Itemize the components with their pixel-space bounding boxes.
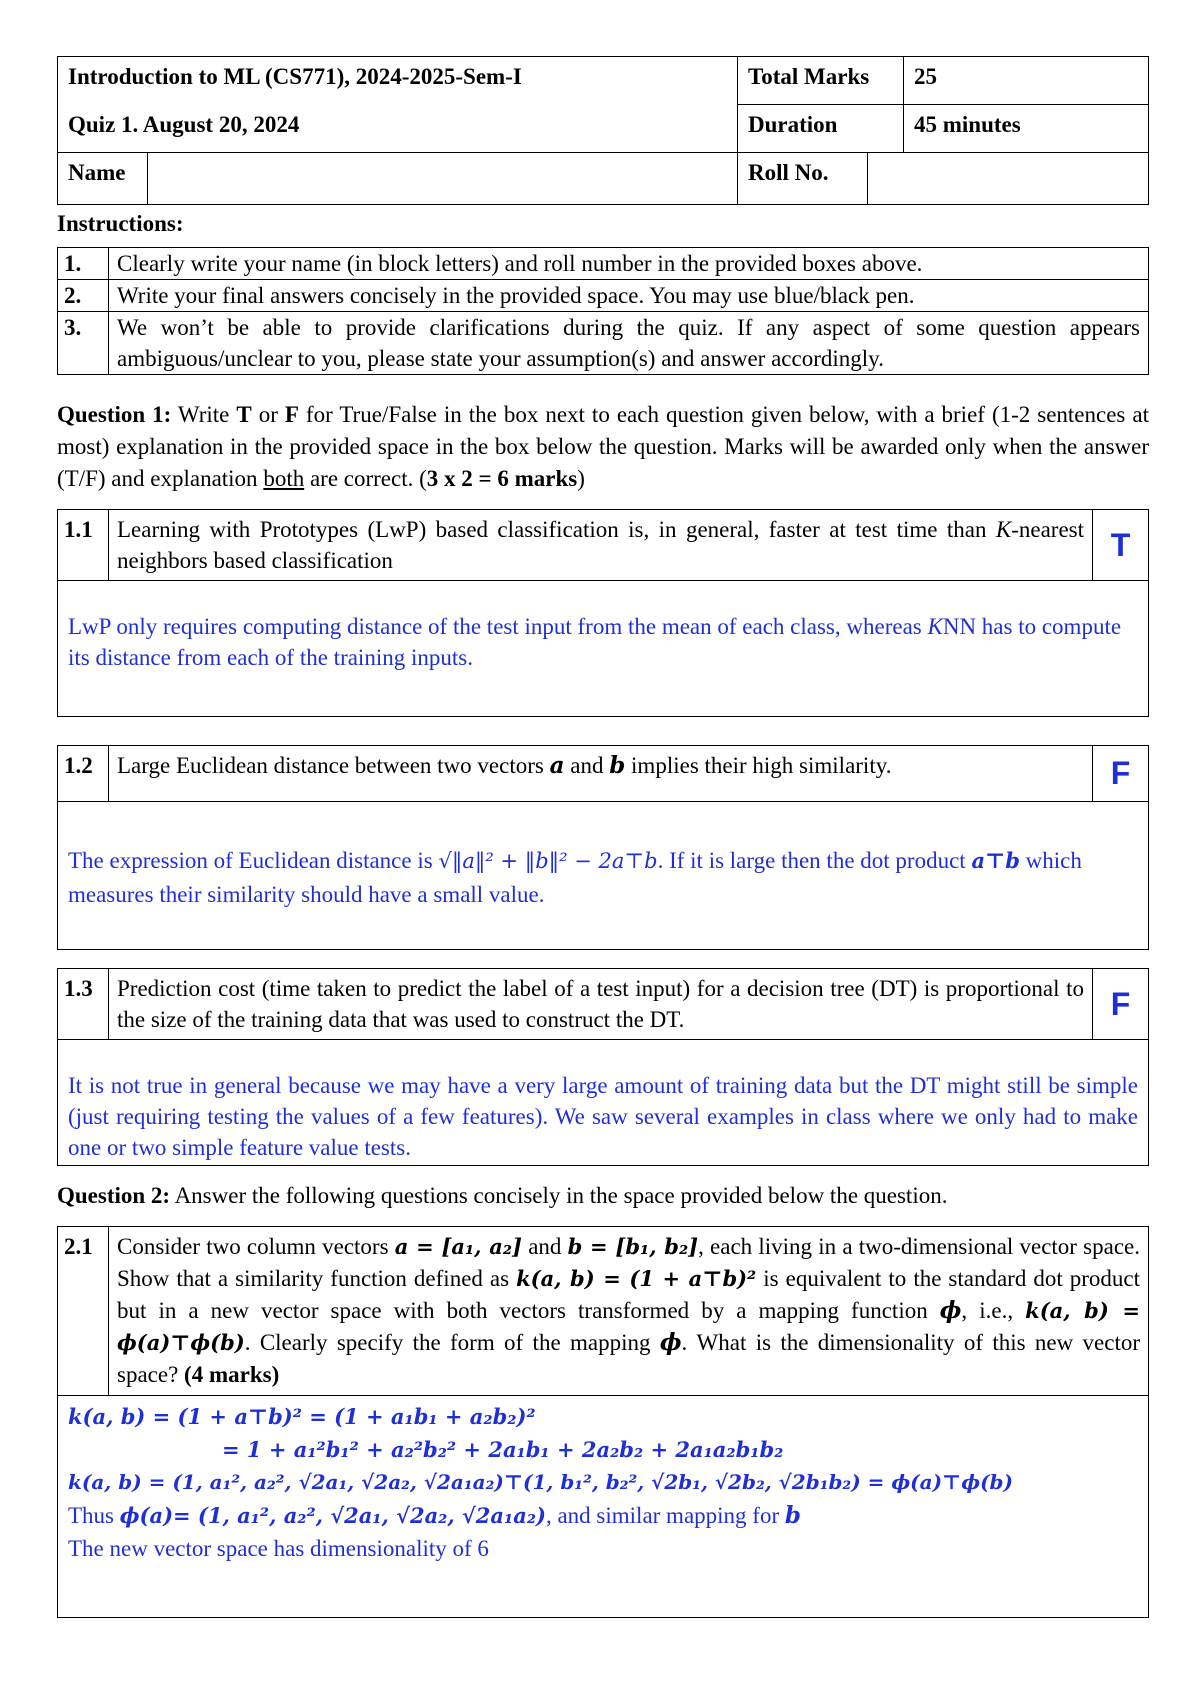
kernel-def: k(a, b) = (1 + a⊤b)² [516, 1266, 757, 1291]
answer-box[interactable]: F [1093, 969, 1149, 1040]
solution-line-2: = 1 + a₁²b₁² + a₂²b₂² + 2a₁b₁ + 2a₂b₂ + 2a₁a₂b₁b₂ [222, 1437, 784, 1462]
name-label: Name [58, 153, 148, 205]
question-text-part: , i.e., [961, 1298, 1026, 1323]
q2-text: Answer the following questions concisely in the space provided below the question. [170, 1183, 948, 1208]
instruction-num: 2. [58, 280, 109, 312]
question-text-part: . Clearly specify the form of the mapping [244, 1330, 660, 1355]
instructions-table [57, 247, 1149, 375]
question-1-label: Question 1: [57, 402, 172, 427]
duration-label: Duration [738, 105, 904, 153]
question-2-label: Question 2: [57, 1183, 171, 1208]
vector-a-def: a = [a₁, a₂] [394, 1234, 522, 1259]
question-1-intro [57, 399, 1149, 495]
q1-both-underlined: both [263, 466, 305, 491]
quiz-date: Quiz 1. August 20, 2024 [58, 105, 738, 153]
explanation-part: which measures their similarity should have a small value. [68, 848, 1082, 907]
roll-field[interactable] [868, 153, 1149, 205]
question-k: K [995, 517, 1012, 542]
explanation-part: NN has to compute its distance from each of the training inputs. [68, 614, 1122, 670]
total-marks-value: 25 [904, 57, 1149, 105]
explanation-part: . If it is large then the dot product [657, 848, 972, 873]
q1-false-letter: F [284, 402, 299, 427]
solution-line-4 [68, 1499, 1138, 1532]
dot-product: a⊤b [971, 848, 1020, 873]
vector-b: b [609, 752, 626, 779]
solution [58, 1396, 1149, 1618]
q1-marks: 3 x 2 = 6 marks [426, 466, 578, 491]
total-marks-label: Total Marks [738, 57, 904, 105]
question-text-part: and [522, 1234, 568, 1259]
question-text-part: and [564, 753, 610, 778]
explanation-part: The expression of Euclidean distance is [68, 848, 439, 873]
explanation [58, 802, 1149, 950]
solution-line-3: k(a, b) = (1, a₁², a₂², √2a₁, √2a₂, √2a₁a₂)⊤(1, b₁², b₂², √2b₁, √2b₂, √2b₁b₂) = ϕ(a)⊤ϕ(b) [68, 1470, 1013, 1494]
phi-mapping: ϕ(a)= (1, a₁², a₂², √2a₁, √2a₂, √2a₁a₂) [119, 1503, 546, 1528]
question-text-part: Consider two column vectors [117, 1234, 395, 1259]
question-text-part: is equivalent to the standard dot product but in a new vector space with both vectors transformed by a mapping function [117, 1266, 1140, 1323]
q1-true-letter: T [236, 402, 252, 427]
question-text-part: implies their high similarity. [625, 753, 892, 778]
solution-line-5: The new vector space has dimensionality of 6 [68, 1536, 489, 1561]
question-number: 1.2 [58, 746, 109, 802]
header-table [57, 56, 1149, 205]
question-text-part: , each living in a two-dimensional vector space. Show that a similarity function defined as [117, 1234, 1140, 1291]
question-text [109, 746, 1093, 802]
solution-line-1: k(a, b) = (1 + a⊤b)² = (1 + a₁b₁ + a₂b₂)² [68, 1404, 536, 1429]
quiz-page [57, 56, 1149, 1618]
euclidean-formula: √‖a‖² + ‖b‖² − 2a⊤b [438, 849, 658, 873]
solution-text: , and similar mapping for [545, 1503, 785, 1528]
q2-marks: (4 marks) [184, 1362, 280, 1387]
question-2-intro [57, 1180, 1149, 1212]
answer-box[interactable]: T [1093, 510, 1149, 581]
instructions-heading: Instructions: [57, 211, 184, 236]
kernel-phi-def: k(a, b) = ϕ(a)⊤ϕ(b) [117, 1298, 1140, 1355]
instruction-text: We won’t be able to provide clarifications during the quiz. If any aspect of some question appears ambiguous/unclear to you, please state your assumption(s) and answer accordingly. [109, 312, 1149, 375]
question-text-part: Learning with Prototypes (LwP) based classification is, in general, faster at test time than [117, 517, 996, 542]
vector-a: a [549, 752, 565, 779]
q1-text: Write [171, 402, 237, 427]
instruction-text: Clearly write your name (in block letters) and roll number in the provided boxes above. [109, 248, 1149, 280]
question-2-1-table [57, 1226, 1149, 1618]
answer-box[interactable]: F [1093, 746, 1149, 802]
question-text-part: . What is the dimensionality of this new vector space? [117, 1330, 1140, 1387]
instruction-num: 1. [58, 248, 109, 280]
question-1-1-table [57, 509, 1149, 717]
roll-label: Roll No. [738, 153, 868, 205]
vector-b-def: b = [b₁, b₂] [567, 1234, 699, 1259]
explanation-k: K [927, 614, 943, 639]
phi-symbol: ϕ [939, 1297, 962, 1324]
explanation [58, 581, 1149, 717]
question-text-part: -nearest neighbors based classification [117, 517, 1084, 573]
question-text [109, 510, 1093, 581]
instruction-text: Write your final answers concisely in the provided space. You may use blue/black pen. [109, 280, 1149, 312]
question-1-2-table [57, 745, 1149, 950]
question-text-part: Large Euclidean distance between two vectors [117, 753, 550, 778]
vector-b: b [784, 1502, 801, 1529]
explanation: It is not true in general because we may have a very large amount of training data but the DT might still be simple (just requiring testing the values of a few features). We saw several examples in class where we only had to make one or two simple feature value tests. [58, 1040, 1149, 1166]
instruction-num: 3. [58, 312, 109, 375]
q1-text: for True/False in the box next to each question given below, with a brief (1-2 sentences at most) explanation in the provided space in the box below the question. Marks will be awarded only when the answer (T/F) and explanation [57, 402, 1149, 491]
solution-text: Thus [68, 1503, 120, 1528]
question-1-3-table [57, 968, 1149, 1166]
name-field[interactable] [148, 153, 738, 205]
q1-text: or [251, 402, 285, 427]
question-text: Prediction cost (time taken to predict the label of a test input) for a decision tree (DT) is proportional to the size of the training data that was used to construct the DT. [109, 969, 1093, 1040]
course-title: Introduction to ML (CS771), 2024-2025-Sem-I [58, 57, 738, 105]
phi-symbol: ϕ [659, 1329, 682, 1356]
question-number: 1.3 [58, 969, 109, 1040]
question-number: 1.1 [58, 510, 109, 581]
q1-text: are correct. ( [304, 466, 427, 491]
question-text [109, 1227, 1149, 1396]
explanation-part: LwP only requires computing distance of the test input from the mean of each class, whereas [68, 614, 928, 639]
duration-value: 45 minutes [904, 105, 1149, 153]
q1-text: ) [577, 466, 585, 491]
question-number: 2.1 [58, 1227, 109, 1396]
